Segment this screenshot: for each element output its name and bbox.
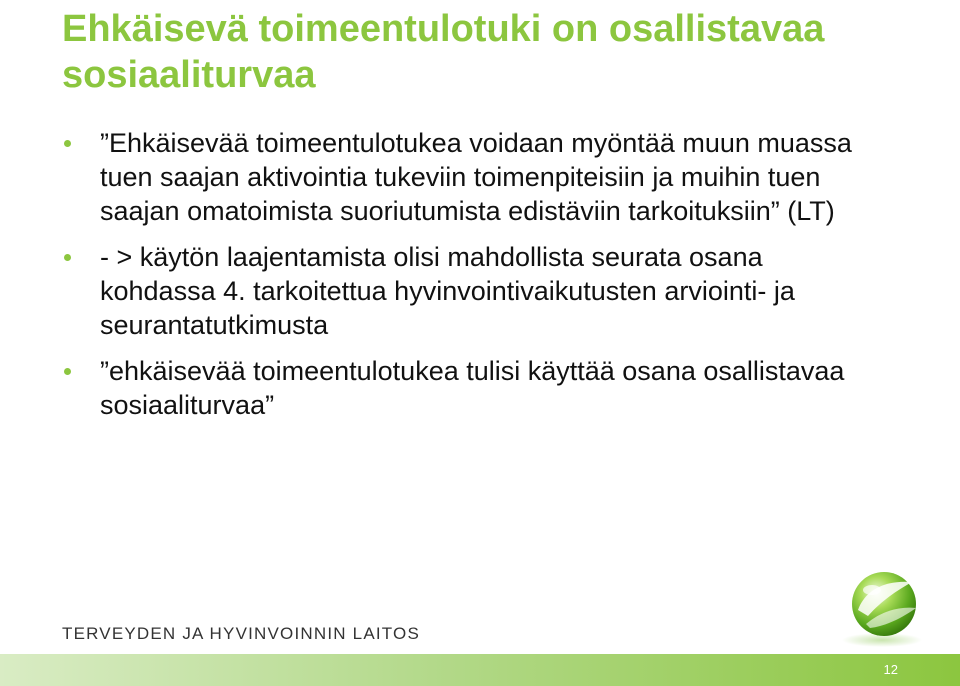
slide-title: Ehkäisevä toimeentulotuki on osallistavaa sosiaaliturvaa	[62, 8, 825, 96]
bullet-text: - > käytön laajentamista olisi mahdollista seurata osana kohdassa 4. tarkoitettua hyvinvointivaikutusten arviointi- ja seurantatutkimusta	[100, 242, 795, 340]
bullet-list	[62, 126, 882, 434]
bullet-text: ”ehkäisevää toimeentulotukea tulisi käyttää osana osallistavaa sosiaaliturvaa”	[100, 356, 845, 420]
bullet-item	[62, 126, 882, 228]
bullet-item	[62, 354, 882, 422]
organization-name: TERVEYDEN JA HYVINVOINNIN LAITOS	[62, 624, 421, 643]
bullet-item	[62, 240, 882, 342]
bullet-text: ”Ehkäisevää toimeentulotukea voidaan myöntää muun muassa tuen saajan aktivointia tukeviin toimenpiteisiin ja muihin tuen saajan omatoimista suoriutumista edistäviin tarkoituksiin” (LT)	[100, 128, 852, 226]
page-number: 12	[883, 662, 898, 677]
footer-bar	[0, 654, 960, 686]
bullet-dot-icon	[64, 368, 71, 375]
green-sphere-leaf-logo-icon	[832, 566, 932, 650]
bullet-dot-icon	[64, 254, 71, 261]
bullet-dot-icon	[64, 140, 71, 147]
